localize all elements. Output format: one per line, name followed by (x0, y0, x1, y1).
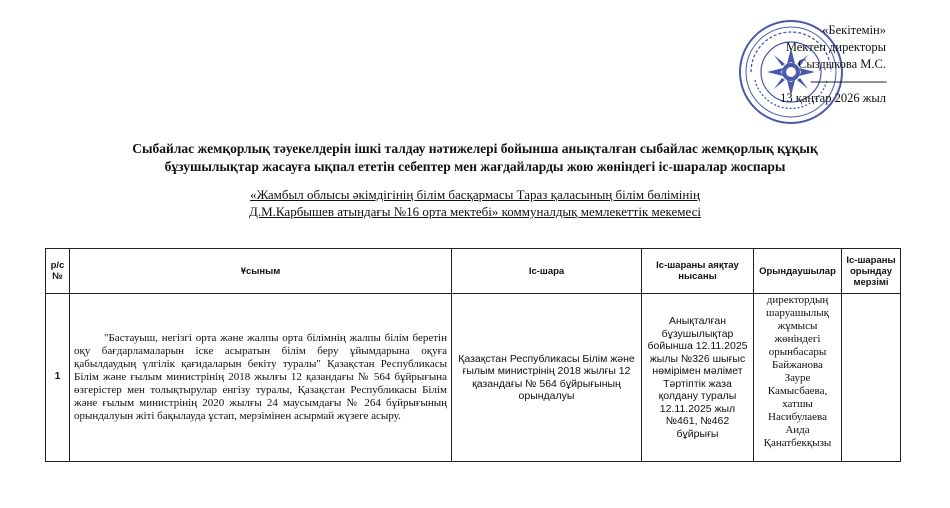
title-line: бұзушылықтар жасауға ықпал ететін себептер мен жағдайларды жою жөніндегі іс-шаралар жоспары (164, 159, 786, 174)
approval-position: Мектеп директоры (785, 40, 886, 54)
cell-responsible: директордың шаруашылық жұмысы жөніндегі орынбасары Байжанова Зауре Камысбаева, хатшы Насибулаева Аида Қанатбекқызы (754, 294, 842, 462)
cell-deadline (842, 294, 901, 462)
document-title (40, 140, 910, 176)
approval-name: Сыздыкова М.С. (797, 57, 886, 71)
header-num: р/с № (46, 249, 70, 294)
header-deadline: Іс-шараны орындау мерзімі (842, 249, 901, 294)
table-row (46, 294, 901, 462)
cell-num: 1 (46, 294, 70, 462)
org-line: «Жамбыл облысы әкімдігінің білім басқармасы Тараз қаласының білім бөлімінің (250, 187, 700, 202)
header-recommendation: Ұсыным (70, 249, 452, 294)
header-completion-form: Іс-шараны аяқтау нысаны (642, 249, 754, 294)
title-line: Сыбайлас жемқорлық тәуекелдерін ішкі талдау нәтижелері бойынша анықталған сыбайлас жемқорлық құқық (132, 141, 818, 156)
cell-action: Қазақстан Республикасы Білім және ғылым министрінің 2018 жылғы 12 қазандағы № 564 бұйрығының орындалуы (452, 294, 642, 462)
approval-date: 13 қаңтар 2026 жыл (780, 91, 886, 105)
header-responsible: Орындаушылар (754, 249, 842, 294)
recommendation-text: "Бастауыш, негізгі орта және жалпы орта білімнің жалпы білім беретін оқу бағдарламаларын іске асыратын білім беру ұйымдарына оқуға қабылдаудың үлгілік қағидаларын бекіту туралы" Қазақстан Республикасы Білім және ғылым министрінің 2018 жылғы 12 қазандағы № 564 бұйрығына өзгерістер мен толықтырулар енгізу туралы, Қазақстан Республикасы Білім және ғылым министрінің 2020 жылғы 24 маусымдағы № 264 бұйрығының орындалуын жіті бақылауда ұстап, мерзімінен асырмай жүзеге асыру. (74, 332, 447, 422)
org-line: Д.М.Карбышев атындағы №16 орта мектебі» коммуналдық мемлекеттік мекемесі (249, 204, 701, 219)
cell-completion-form: Анықталған бұзушылықтар бойынша 12.11.2025 жылы №326 шығыс нөмірімен мәлімет Тәртіптік жаза қолдану туралы 12.11.2025 жыл №461, №462 бұйрығы (642, 294, 754, 462)
approval-block (716, 22, 886, 107)
approval-signature-line: ------------------------ (810, 74, 886, 88)
approval-heading: «Бекітемін» (822, 23, 886, 37)
organization-name (40, 186, 910, 220)
cell-recommendation (70, 294, 452, 462)
table-header-row (46, 249, 901, 294)
header-action: Іс-шара (452, 249, 642, 294)
action-plan-table (45, 248, 901, 462)
